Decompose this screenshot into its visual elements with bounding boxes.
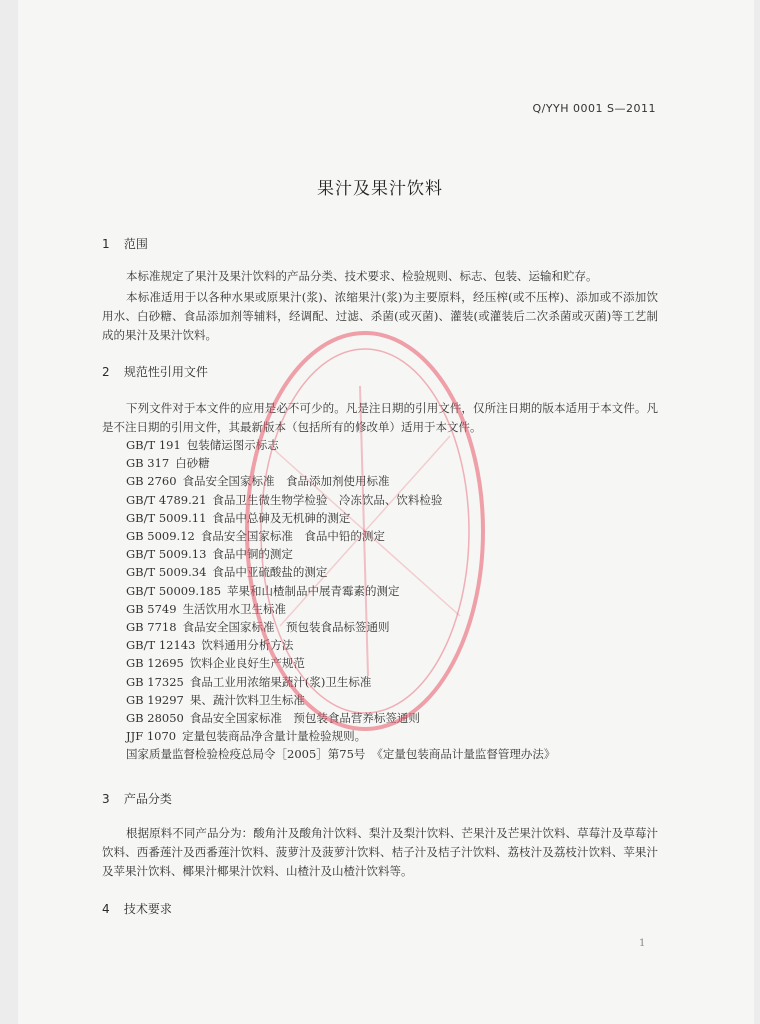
reference-item — [126, 709, 646, 727]
reference-code: GB 2760 — [126, 474, 177, 489]
reference-name: 食品工业用浓缩果蔬汁(浆)卫生标准 — [189, 674, 372, 689]
reference-name: 饮料通用分析方法 — [201, 638, 294, 653]
standard-number: Q/YYH 0001 S—2011 — [532, 102, 656, 115]
reference-name: 食品安全国家标准 食品中铅的测定 — [200, 529, 385, 544]
section-3-heading — [102, 790, 172, 807]
reference-code: GB/T 5009.34 — [126, 565, 207, 580]
reference-name: 定量包装商品净含量计量检验规则。 — [182, 729, 367, 744]
reference-item — [126, 436, 646, 454]
reference-name: 白砂糖 — [175, 456, 210, 471]
reference-name: 《定量包装商品计量监督管理办法》 — [371, 747, 556, 762]
scope-paragraph-1: 本标准规定了果汁及果汁饮料的产品分类、技术要求、检验规则、标志、包装、运输和贮存。 — [126, 269, 598, 283]
section-4-heading — [102, 900, 172, 917]
reference-name: 食品安全国家标准 食品添加剂使用标准 — [182, 474, 390, 489]
reference-name: 生活饮用水卫生标准 — [182, 601, 287, 616]
reference-name: 包装储运图示标志 — [186, 438, 279, 452]
reference-item — [126, 454, 646, 472]
classification-paragraph: 根据原料不同产品分为：酸角汁及酸角汁饮料、梨汁及梨汁饮料、芒果汁及芒果汁饮料、草莓汁及草莓汁饮料、西番莲汁及西番莲汁饮料、菠萝汁及菠萝汁饮料、桔子汁及桔子汁饮料、荔枝汁及荔枝汁饮料、苹果汁及苹果汁饮料、椰果汁椰果汁饮料、山楂汁及山楂汁饮料等。 — [102, 826, 658, 878]
reference-code: GB 5009.12 — [126, 529, 195, 544]
reference-item — [126, 673, 646, 691]
reference-item — [126, 527, 646, 545]
reference-item — [126, 636, 646, 654]
reference-code: GB 19297 — [126, 692, 184, 707]
reference-name: 食品卫生微生物学检验 冷冻饮品、饮料检验 — [212, 492, 443, 507]
reference-item — [126, 618, 646, 636]
refs-intro-paragraph: 下列文件对于本文件的应用是必不可少的。凡是注日期的引用文件，仅所注日期的版本适用于本文件。凡是不注日期的引用文件，其最新版本（包括所有的修改单）适用于本文件。 — [102, 401, 658, 434]
reference-code: GB 12695 — [126, 656, 184, 671]
reference-item — [126, 545, 646, 563]
reference-code: GB/T 50009.185 — [126, 583, 222, 598]
reference-code: GB 7718 — [126, 620, 177, 635]
reference-name: 苹果和山楂制品中展青霉素的测定 — [227, 583, 400, 598]
section-number: 2 — [102, 365, 110, 379]
reference-item — [126, 691, 646, 709]
reference-name: 饮料企业良好生产规范 — [189, 656, 305, 671]
reference-code: GB 317 — [126, 456, 170, 471]
reference-code: GB/T 12143 — [126, 638, 196, 653]
section-title: 规范性引用文件 — [123, 365, 208, 379]
page-number: 1 — [639, 938, 646, 949]
section-title: 技术要求 — [123, 902, 172, 916]
reference-name: 食品中铜的测定 — [212, 547, 293, 562]
reference-name: 食品安全国家标准 预包装食品营养标签通则 — [189, 711, 420, 726]
reference-name: 果、蔬汁饮料卫生标准 — [189, 692, 305, 707]
reference-list — [126, 436, 646, 764]
reference-item — [126, 727, 646, 745]
reference-code: 国家质量监督检验检疫总局令［2005］第75号 — [126, 747, 366, 762]
reference-item — [126, 509, 646, 527]
document-title: 果汁及果汁饮料 — [317, 179, 443, 199]
reference-name: 食品安全国家标准 预包装食品标签通则 — [182, 620, 390, 635]
section-number: 4 — [102, 902, 110, 916]
reference-code: GB/T 191 — [126, 438, 181, 452]
reference-item — [126, 654, 646, 672]
reference-code: GB 17325 — [126, 674, 184, 689]
scope-paragraph-2: 本标准适用于以各种水果或原果汁(浆)、浓缩果汁(浆)为主要原料，经压榨(或不压榨)、添加或不添加饮用水、白砂糖、食品添加剂等辅料，经调配、过滤、杀菌(或灭菌)、灌装(或灌装后二次杀菌或灭菌)等工艺制成的果汁及果汁饮料。 — [102, 290, 658, 342]
section-number: 3 — [102, 792, 110, 806]
reference-item — [126, 563, 646, 581]
reference-name: 食品中亚硫酸盐的测定 — [212, 565, 328, 580]
reference-code: GB 5749 — [126, 601, 177, 616]
section-title: 产品分类 — [123, 792, 172, 806]
reference-code: JJF 1070 — [126, 729, 177, 744]
section-title: 范围 — [123, 237, 148, 251]
reference-item — [126, 582, 646, 600]
reference-code: GB/T 5009.13 — [126, 547, 207, 562]
reference-code: GB/T 5009.11 — [126, 510, 207, 525]
section-1-heading — [102, 235, 148, 252]
section-number: 1 — [102, 237, 110, 251]
reference-item — [126, 472, 646, 490]
reference-name: 食品中总砷及无机砷的测定 — [212, 510, 351, 525]
reference-item — [126, 600, 646, 618]
reference-code: GB 28050 — [126, 711, 184, 726]
section-2-heading — [102, 363, 208, 380]
reference-code: GB/T 4789.21 — [126, 492, 207, 507]
reference-item — [126, 745, 646, 763]
reference-item — [126, 491, 646, 509]
